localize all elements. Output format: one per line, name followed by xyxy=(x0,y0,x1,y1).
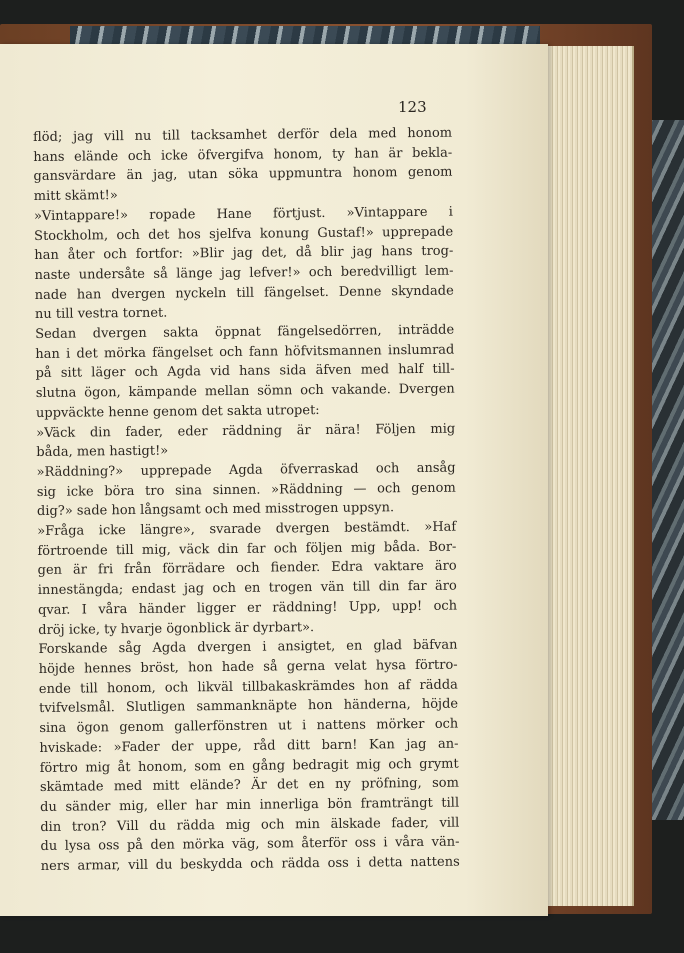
text-line: mitt skämt!» xyxy=(33,188,118,205)
text-line: »Vintappare!» ropade Hane förtjust. »Vintappare i xyxy=(33,204,453,224)
text-line: skämtade med mitt elände? Är det en ny pröfning, som xyxy=(39,775,459,796)
text-line: gansvärdare än jag, utan söka uppmuntra honom genom xyxy=(33,165,453,185)
text-line: din tron? Vill du rädda mig och min älskade fader, vill xyxy=(40,815,460,835)
text-line: tvifvelsmål. Slutligen sammanknäpte hon händerna, höjde xyxy=(39,696,459,717)
text-line: hviskade: »Fader der uppe, råd ditt barn! Kan jag an- xyxy=(39,736,459,756)
text-line: båda, men hastigt!» xyxy=(36,443,169,461)
text-line: flöd; jag vill nu till tacksamhet derför dela med honom xyxy=(33,125,453,145)
text-line: på sitt läger och Agda vid hans sida äfven med half till- xyxy=(35,362,455,382)
text-line: »Fråga icke längre», svarade dvergen bestämdt. »Haf xyxy=(37,519,457,540)
page-edges xyxy=(540,46,634,906)
text-line: Stockholm, och det hos sjelfva konung Gustaf!» upprepade xyxy=(34,224,454,244)
page-text xyxy=(33,124,460,877)
text-line: höjde hennes bröst, hon hade så gerna velat hysa förtro- xyxy=(38,657,458,677)
text-line: slutna ögon, kämpande mellan sömn och vakande. Dvergen xyxy=(35,381,455,402)
text-line: ners armar, vill du beskydda och rädda oss i detta nattens xyxy=(40,854,460,874)
text-line: du lysa oss på den mörka väg, som återför oss i våra vän- xyxy=(40,834,460,855)
text-line: han i det mörka fängelset och fann höfvitsmannen inslumrad xyxy=(35,342,455,362)
text-line: sig icke böra tro sina sinnen. »Räddning — och genom xyxy=(36,480,456,500)
text-line: qvar. I våra händer ligger er räddning! Upp, upp! och xyxy=(37,598,458,618)
text-line: uppväckte henne genom det sakta utropet: xyxy=(35,402,320,421)
text-line: nu till vestra tornet. xyxy=(34,305,168,323)
text-line: du sänder mig, eller har min innerliga bön framträngt till xyxy=(40,795,460,815)
text-line: innestängda; endast jag och en trogen vän till din far äro xyxy=(37,578,457,599)
text-line: sina ögon genom gallerfönstren ut i nattens mörker och xyxy=(39,716,459,737)
text-line: naste undersåte så länge jag lefver!» och beredvilligt lem- xyxy=(34,263,454,283)
text-line: »Räddning?» upprepade Agda öfverraskad och ansåg xyxy=(36,460,456,480)
page-number: 123 xyxy=(398,98,427,116)
text-line: Forskande såg Agda dvergen i ansigtet, en glad bäfvan xyxy=(38,637,458,658)
text-line: gen är fri från förrädare och fiender. Edra vaktare äro xyxy=(37,559,457,579)
text-line: förtroende till mig, väck din far och följen mig båda. Bor- xyxy=(37,539,457,559)
text-line: dröj icke, ty hvarje ögonblick är dyrbart». xyxy=(38,619,315,638)
text-line: nade han dvergen nyckeln till fängelset. Denne skyndade xyxy=(34,283,454,303)
marbled-top-strip xyxy=(70,26,540,46)
text-line: »Väck din fader, eder räddning är nära! Följen mig xyxy=(36,421,456,441)
text-line: ende till honom, och likväl tillbakaskrämdes hon af rädda xyxy=(38,677,458,697)
text-line: hans elände och icke öfvergifva honom, ty han är bekla- xyxy=(33,145,453,165)
text-line: han åter och fortfor: »Blir jag det, då blir jag hans trog- xyxy=(34,243,454,264)
text-line: förtro mig åt honom, som en gång bedragit mig och grymt xyxy=(39,756,459,776)
text-line: Sedan dvergen sakta öppnat fängelsedörren, inträdde xyxy=(35,322,455,343)
text-line: dig?» sade hon långsamt och med misstrogen uppsyn. xyxy=(36,500,395,520)
